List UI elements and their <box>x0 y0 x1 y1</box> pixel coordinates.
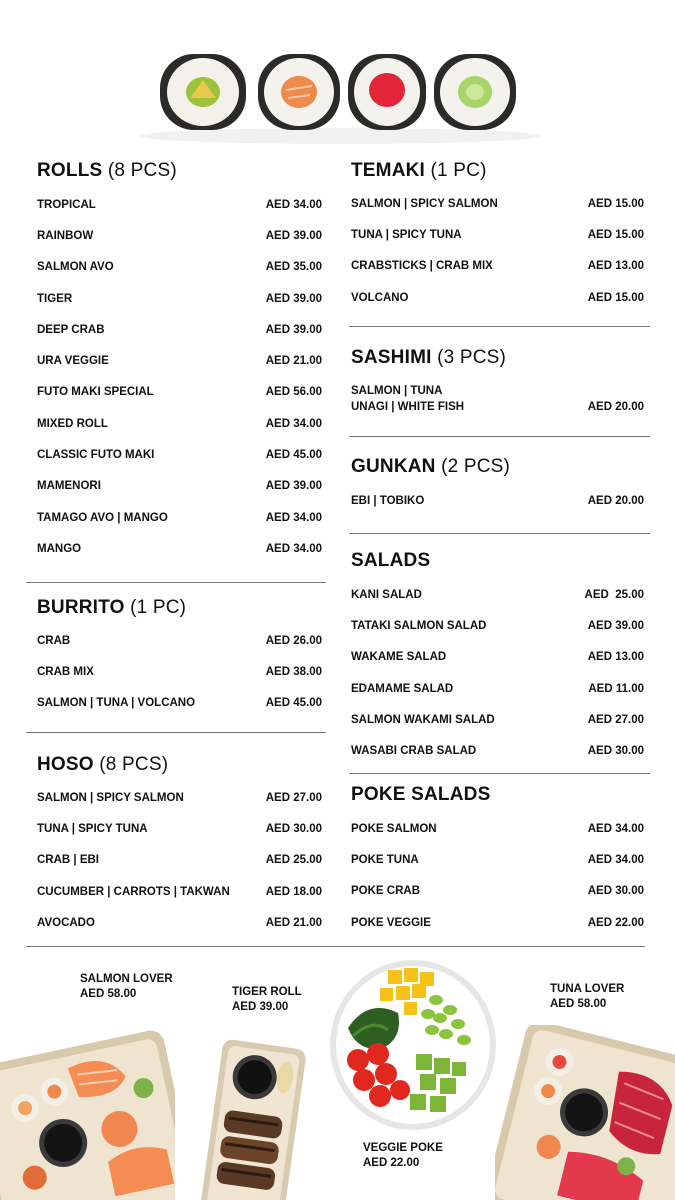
salads-section <box>351 548 644 767</box>
item-price: AED 56.00 <box>265 386 322 399</box>
sashimi-title: SASHIMI <box>351 347 432 368</box>
item-price: AED 18.00 <box>265 885 322 898</box>
item-name: TIGER <box>37 292 73 305</box>
item-name: CUCUMBER | CARROTS | TAKWAN <box>37 885 230 898</box>
item-price: AED 11.00 <box>588 682 644 695</box>
item-name: CRABSTICKS | CRAB MIX <box>351 260 493 273</box>
item-price: AED 34.00 <box>265 417 322 430</box>
item-price: AED 26.00 <box>265 634 322 647</box>
temaki-section <box>351 158 644 313</box>
section-title-rolls <box>37 158 322 184</box>
tiger-roll-name: TIGER ROLL <box>232 986 302 998</box>
menu-item <box>37 252 322 283</box>
item-price: AED 38.00 <box>265 665 322 678</box>
item-price: AED 15.00 <box>587 228 644 241</box>
menu-item <box>351 704 644 735</box>
item-name: CRAB <box>37 634 71 647</box>
section-title-burrito <box>37 595 322 621</box>
item-price: AED 15.00 <box>587 197 644 210</box>
salmon-lover-name: SALMON LOVER <box>80 973 173 985</box>
item-price: AED 27.00 <box>265 791 322 804</box>
salads-title: SALADS <box>351 550 431 571</box>
poke-title: POKE SALADS <box>351 784 491 805</box>
burrito-title: BURRITO <box>37 597 125 618</box>
section-title-gunkan <box>351 454 644 480</box>
menu-item <box>351 844 644 875</box>
item-name: SALMON | TUNA <box>351 385 443 397</box>
menu-item <box>351 907 644 938</box>
menu-item <box>351 876 644 907</box>
item-name: TUNA | SPICY TUNA <box>37 822 148 835</box>
item-name: FUTO MAKI SPECIAL <box>37 386 154 399</box>
section-title-sashimi <box>351 345 644 371</box>
menu-item <box>351 610 644 641</box>
item-name: EBI | TOBIKO <box>351 494 425 507</box>
sashimi-section <box>351 345 644 415</box>
menu-item <box>37 314 322 345</box>
item-name: SALMON AVO <box>37 261 114 274</box>
menu-item <box>351 485 644 516</box>
menu-item <box>37 220 322 251</box>
item-name: TATAKI SALMON SALAD <box>351 619 487 632</box>
item-price: AED 34.00 <box>587 822 644 835</box>
tiger-roll-caption <box>232 985 302 1015</box>
menu-item <box>351 673 644 704</box>
veggie-poke-price: AED 22.00 <box>363 1157 420 1169</box>
menu-item <box>37 813 322 844</box>
menu-item <box>37 377 322 408</box>
menu-item <box>351 735 644 766</box>
tiger-roll-photo <box>190 1035 310 1200</box>
menu-item <box>37 471 322 502</box>
item-name: UNAGI | WHITE FISH <box>351 401 465 413</box>
item-price: AED 13.00 <box>587 260 644 273</box>
menu-item <box>37 502 322 533</box>
item-price: AED 34.00 <box>265 511 322 524</box>
menu-item <box>37 656 322 687</box>
rolls-qty: (8 PCS) <box>107 160 177 181</box>
item-name: AVOCADO <box>37 916 95 929</box>
divider <box>26 582 326 583</box>
temaki-title: TEMAKI <box>351 160 426 181</box>
item-price: AED 30.00 <box>587 885 644 898</box>
item-price: AED 15.00 <box>587 291 644 304</box>
item-price: AED 35.00 <box>265 261 322 274</box>
item-name: MANGO <box>37 542 82 555</box>
item-price: AED 27.00 <box>587 713 644 726</box>
section-title-salads <box>351 548 644 574</box>
divider <box>349 436 650 437</box>
item-price: AED 25.00 <box>265 854 322 867</box>
gunkan-title: GUNKAN <box>351 456 436 477</box>
item-price: AED 25.00 <box>584 588 644 601</box>
item-price: AED 34.00 <box>265 542 322 555</box>
item-name: WASABI CRAB SALAD <box>351 745 477 758</box>
menu-item <box>37 283 322 314</box>
section-title-poke <box>351 782 644 808</box>
tuna-lover-name: TUNA LOVER <box>550 983 625 995</box>
item-price: AED 30.00 <box>265 822 322 835</box>
veggie-poke-photo <box>328 958 498 1132</box>
tuna-lover-price: AED 58.00 <box>550 998 607 1010</box>
menu-item <box>351 251 644 282</box>
menu-item <box>351 579 644 610</box>
veggie-poke-caption <box>363 1141 443 1171</box>
salmon-lover-price: AED 58.00 <box>80 988 137 1000</box>
divider <box>26 732 326 733</box>
menu-item <box>351 642 644 673</box>
menu-item <box>37 533 322 564</box>
item-name: POKE TUNA <box>351 853 419 866</box>
item-price: AED 34.00 <box>265 198 322 211</box>
item-name: CRAB MIX <box>37 665 94 678</box>
poke-section <box>351 782 644 938</box>
menu-item <box>37 408 322 439</box>
menu-item <box>37 439 322 470</box>
item-name: RAINBOW <box>37 229 94 242</box>
item-name: VOLCANO <box>351 291 409 304</box>
item-price: AED 39.00 <box>265 480 322 493</box>
item-name: POKE CRAB <box>351 885 421 898</box>
item-price: AED 20.00 <box>587 401 644 413</box>
item-price: AED 39.00 <box>265 292 322 305</box>
menu-item <box>37 782 322 813</box>
sushi-rolls-image <box>130 40 550 150</box>
item-price: AED 34.00 <box>587 853 644 866</box>
menu-item <box>351 188 644 219</box>
hoso-qty: (8 PCS) <box>99 754 169 775</box>
veggie-poke-name: VEGGIE POKE <box>363 1142 443 1154</box>
divider <box>349 773 650 774</box>
sashimi-qty: (3 PCS) <box>437 347 507 368</box>
item-name: URA VEGGIE <box>37 355 109 368</box>
rolls-section <box>37 158 322 565</box>
item-price: AED 45.00 <box>265 449 322 462</box>
gunkan-qty: (2 PCS) <box>441 456 511 477</box>
hoso-title: HOSO <box>37 754 94 775</box>
divider <box>349 533 650 534</box>
divider <box>349 326 650 327</box>
item-name: SALMON | SPICY SALMON <box>351 197 498 210</box>
menu-item <box>351 282 644 313</box>
item-name: POKE VEGGIE <box>351 916 431 929</box>
item-name: TAMAGO AVO | MANGO <box>37 511 168 524</box>
menu-item <box>37 688 322 719</box>
item-name: SALMON | SPICY SALMON <box>37 791 184 804</box>
item-price: AED 30.00 <box>587 745 644 758</box>
item-price: AED 21.00 <box>265 355 322 368</box>
item-price: AED 20.00 <box>587 494 644 507</box>
item-price: AED 45.00 <box>265 697 322 710</box>
item-price: AED 13.00 <box>587 651 644 664</box>
salmon-lover-caption <box>80 972 173 1002</box>
menu-item <box>37 876 322 907</box>
item-price: AED 22.00 <box>587 916 644 929</box>
menu-item <box>37 345 322 376</box>
tuna-lover-photo <box>495 1025 675 1200</box>
item-name: KANI SALAD <box>351 588 422 601</box>
tiger-roll-price: AED 39.00 <box>232 1001 289 1013</box>
item-name: MIXED ROLL <box>37 417 108 430</box>
temaki-qty: (1 PC) <box>430 160 487 181</box>
item-name: DEEP CRAB <box>37 323 105 336</box>
section-title-hoso <box>37 752 322 778</box>
menu-item <box>37 907 322 938</box>
rolls-title: ROLLS <box>37 160 103 181</box>
section-title-temaki <box>351 158 644 184</box>
item-name: EDAMAME SALAD <box>351 682 454 695</box>
hoso-section <box>37 752 322 938</box>
item-price: AED 39.00 <box>265 229 322 242</box>
item-price: AED 39.00 <box>265 323 322 336</box>
item-price: AED 39.00 <box>587 619 644 632</box>
item-name: SALMON WAKAMI SALAD <box>351 713 495 726</box>
salmon-lover-photo <box>0 1025 175 1200</box>
burrito-qty: (1 PC) <box>130 597 187 618</box>
item-name: CLASSIC FUTO MAKI <box>37 449 155 462</box>
item-name: WAKAME SALAD <box>351 651 447 664</box>
burrito-section <box>37 595 322 719</box>
item-name: POKE SALMON <box>351 822 437 835</box>
item-name: TUNA | SPICY TUNA <box>351 228 462 241</box>
item-name: CRAB | EBI <box>37 854 99 867</box>
menu-item <box>351 383 644 415</box>
menu-item <box>351 219 644 250</box>
item-name: TROPICAL <box>37 198 96 211</box>
menu-item <box>37 625 322 656</box>
menu-item <box>37 845 322 876</box>
gunkan-section <box>351 454 644 516</box>
menu-item <box>351 813 644 844</box>
item-name: SALMON | TUNA | VOLCANO <box>37 697 196 710</box>
menu-item <box>37 189 322 220</box>
divider <box>26 946 645 947</box>
item-name: MAMENORI <box>37 480 101 493</box>
tuna-lover-caption <box>550 982 624 1012</box>
item-price: AED 21.00 <box>265 916 322 929</box>
